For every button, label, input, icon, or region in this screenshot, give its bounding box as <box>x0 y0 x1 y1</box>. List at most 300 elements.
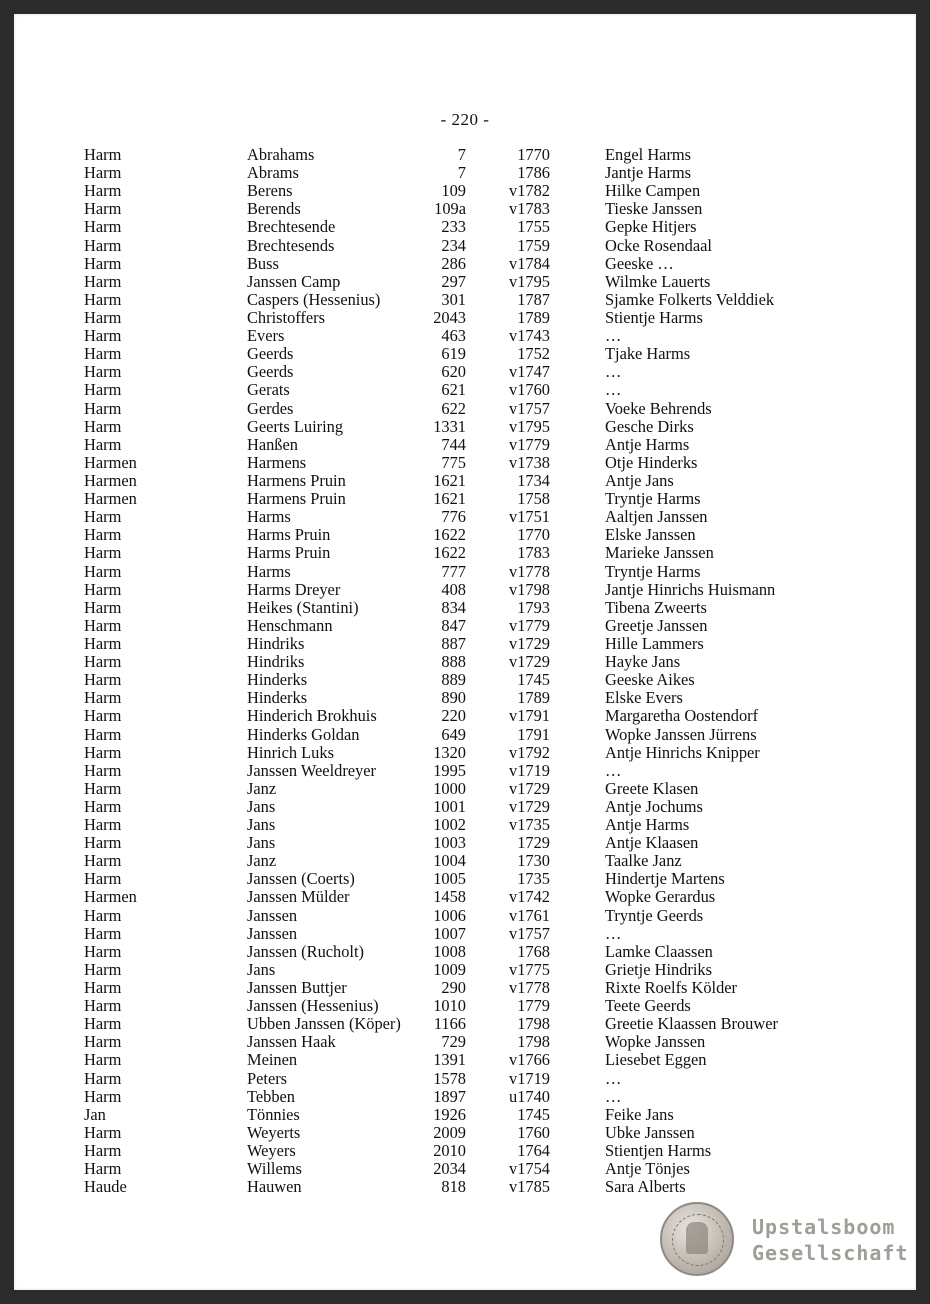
surname-cell: Janssen Buttjer <box>247 978 347 998</box>
table-row <box>14 581 916 599</box>
table-row <box>14 345 916 363</box>
spouse-cell: Tibena Zweerts <box>605 597 707 617</box>
first-name-cell: Harm <box>84 307 122 327</box>
first-name-cell: Harm <box>84 416 122 436</box>
first-name-cell: Jan <box>84 1104 106 1124</box>
year-cell: 1779 <box>517 996 550 1016</box>
spouse-cell: Tryntje Geerds <box>605 905 704 925</box>
year-cell: u1740 <box>509 1086 550 1106</box>
society-logo <box>660 1198 910 1282</box>
year-cell: v1778 <box>509 978 550 998</box>
spouse-cell: Sjamke Folkerts Velddiek <box>605 289 775 309</box>
record-number-cell: 109a <box>434 199 466 219</box>
first-name-cell: Harm <box>84 181 122 201</box>
record-number-cell: 1320 <box>433 742 466 762</box>
spouse-cell: Elske Evers <box>605 688 683 708</box>
table-row <box>14 327 916 345</box>
table-row <box>14 635 916 653</box>
table-row <box>14 454 916 472</box>
page-number: - 220 - <box>440 110 490 129</box>
year-cell: v1729 <box>509 633 550 653</box>
table-row <box>14 925 916 943</box>
record-number-cell: 1897 <box>433 1086 466 1106</box>
table-row <box>14 563 916 581</box>
table-row <box>14 200 916 218</box>
year-cell: v1779 <box>509 615 550 635</box>
table-row <box>14 943 916 961</box>
record-number-cell: 1001 <box>433 796 466 816</box>
table-row <box>14 780 916 798</box>
surname-cell: Brechtesends <box>247 235 335 255</box>
table-row <box>14 309 916 327</box>
surname-cell: Harms Pruin <box>247 525 331 545</box>
logo-text-line1: Upstalsboom <box>752 1215 896 1239</box>
first-name-cell: Harm <box>84 235 122 255</box>
record-number-cell: 286 <box>441 253 466 273</box>
surname-cell: Jans <box>247 959 276 979</box>
table-row <box>14 1142 916 1160</box>
surname-cell: Brechtesende <box>247 217 336 237</box>
table-row <box>14 400 916 418</box>
year-cell: 1798 <box>517 1032 550 1052</box>
spouse-cell: … <box>605 326 622 346</box>
surname-cell: Willems <box>247 1159 302 1179</box>
record-number-cell: 301 <box>441 289 466 309</box>
first-name-cell: Harm <box>84 217 122 237</box>
record-number-cell: 1621 <box>433 470 466 490</box>
table-row <box>14 526 916 544</box>
table-row <box>14 237 916 255</box>
first-name-cell: Harm <box>84 398 122 418</box>
spouse-cell: Teete Geerds <box>605 996 691 1016</box>
year-cell: 1752 <box>517 344 550 364</box>
spouse-cell: Aaltjen Janssen <box>605 507 708 527</box>
spouse-cell: Wopke Gerardus <box>605 887 716 907</box>
table-row <box>14 490 916 508</box>
record-number-cell: 1002 <box>433 815 466 835</box>
year-cell: 1729 <box>517 833 550 853</box>
surname-cell: Janssen (Hessenius) <box>247 996 379 1016</box>
spouse-cell: Lamke Claassen <box>605 941 713 961</box>
surname-cell: Tebben <box>247 1086 296 1106</box>
spouse-cell: … <box>605 380 622 400</box>
year-cell: v1798 <box>509 579 550 599</box>
year-cell: 1793 <box>517 597 550 617</box>
spouse-cell: Wilmke Lauerts <box>605 271 711 291</box>
surname-cell: Hinderich Brokhuis <box>247 706 377 726</box>
year-cell: v1795 <box>509 271 550 291</box>
table-row <box>14 1106 916 1124</box>
table-row <box>14 997 916 1015</box>
spouse-cell: … <box>605 1068 622 1088</box>
logo-text-line2: Gesellschaft <box>752 1241 909 1265</box>
record-number-cell: 463 <box>441 326 466 346</box>
year-cell: v1761 <box>509 905 550 925</box>
surname-cell: Hindriks <box>247 633 305 653</box>
first-name-cell: Harm <box>84 199 122 219</box>
first-name-cell: Harm <box>84 1032 122 1052</box>
surname-cell: Gerdes <box>247 398 294 418</box>
first-name-cell: Harm <box>84 362 122 382</box>
record-number-cell: 620 <box>441 362 466 382</box>
spouse-cell: Hilke Campen <box>605 181 701 201</box>
first-name-cell: Harm <box>84 145 122 164</box>
surname-cell: Jans <box>247 796 276 816</box>
surname-cell: Weyers <box>247 1141 296 1161</box>
table-row <box>14 961 916 979</box>
surname-cell: Caspers (Hessenius) <box>247 289 381 309</box>
record-number-cell: 2034 <box>433 1159 466 1179</box>
surname-cell: Janssen Camp <box>247 271 341 291</box>
table-row <box>14 617 916 635</box>
year-cell: 1745 <box>517 1104 550 1124</box>
year-cell: v1754 <box>509 1159 550 1179</box>
spouse-cell: Greetie Klaassen Brouwer <box>605 1014 778 1034</box>
first-name-cell: Harm <box>84 543 122 563</box>
year-cell: v1747 <box>509 362 550 382</box>
record-number-cell: 1621 <box>433 489 466 509</box>
spouse-cell: … <box>605 923 622 943</box>
record-number-cell: 775 <box>441 452 466 472</box>
record-number-cell: 777 <box>441 561 466 581</box>
spouse-cell: Otje Hinderks <box>605 452 698 472</box>
spouse-cell: Greete Klasen <box>605 778 699 798</box>
spouse-cell: Antje Hinrichs Knipper <box>605 742 760 762</box>
record-number-cell: 619 <box>441 344 466 364</box>
first-name-cell: Harm <box>84 1122 122 1142</box>
table-row <box>14 472 916 490</box>
year-cell: v1791 <box>509 706 550 726</box>
record-number-cell: 1391 <box>433 1050 466 1070</box>
surname-cell: Abrahams <box>247 145 315 164</box>
spouse-cell: Elske Janssen <box>605 525 696 545</box>
year-cell: v1778 <box>509 561 550 581</box>
spouse-cell: Hayke Jans <box>605 652 681 672</box>
surname-cell: Janssen (Coerts) <box>247 869 355 889</box>
first-name-cell: Harmen <box>84 887 137 907</box>
record-number-cell: 7 <box>457 163 466 183</box>
table-row <box>14 762 916 780</box>
year-cell: 1758 <box>517 489 550 509</box>
year-cell: 1735 <box>517 869 550 889</box>
year-cell: v1735 <box>509 815 550 835</box>
year-cell: v1784 <box>509 253 550 273</box>
spouse-cell: Geeske Aikes <box>605 670 695 690</box>
spouse-cell: Wopke Janssen Jürrens <box>605 724 757 744</box>
spouse-cell: Taalke Janz <box>605 851 682 871</box>
table-row <box>14 1178 916 1196</box>
surname-cell: Janssen <box>247 905 298 925</box>
year-cell: v1783 <box>509 199 550 219</box>
year-cell: 1770 <box>517 145 550 164</box>
year-cell: v1760 <box>509 380 550 400</box>
record-number-cell: 1458 <box>433 887 466 907</box>
table-row <box>14 907 916 925</box>
surname-cell: Evers <box>247 326 285 346</box>
spouse-cell: Gesche Dirks <box>605 416 694 436</box>
spouse-cell: Hille Lammers <box>605 633 704 653</box>
first-name-cell: Harm <box>84 670 122 690</box>
surname-cell: Harmens Pruin <box>247 470 346 490</box>
surname-cell: Janssen Mülder <box>247 887 350 907</box>
year-cell: 1755 <box>517 217 550 237</box>
table-row <box>14 816 916 834</box>
record-number-cell: 1622 <box>433 525 466 545</box>
first-name-cell: Harm <box>84 851 122 871</box>
first-name-cell: Harm <box>84 579 122 599</box>
table-row <box>14 291 916 309</box>
year-cell: v1729 <box>509 796 550 816</box>
record-number-cell: 847 <box>441 615 466 635</box>
table-row <box>14 870 916 888</box>
spouse-cell: Margaretha Oostendorf <box>605 706 759 726</box>
first-name-cell: Harm <box>84 905 122 925</box>
surname-cell: Tönnies <box>247 1104 300 1124</box>
first-name-cell: Harm <box>84 271 122 291</box>
surname-cell: Hinrich Luks <box>247 742 334 762</box>
year-cell: v1757 <box>509 923 550 943</box>
surname-cell: Hinderks Goldan <box>247 724 360 744</box>
table-row <box>14 418 916 436</box>
record-number-cell: 729 <box>441 1032 466 1052</box>
surname-cell: Hinderks <box>247 670 308 690</box>
first-name-cell: Harm <box>84 561 122 581</box>
table-row <box>14 1124 916 1142</box>
year-cell: v1751 <box>509 507 550 527</box>
year-cell: v1743 <box>509 326 550 346</box>
spouse-cell: Tryntje Harms <box>605 561 701 581</box>
spouse-cell: Marieke Janssen <box>605 543 714 563</box>
table-row <box>14 436 916 454</box>
record-number-cell: 297 <box>441 271 466 291</box>
table-row <box>14 508 916 526</box>
surname-cell: Berens <box>247 181 293 201</box>
table-row <box>14 744 916 762</box>
year-cell: v1779 <box>509 434 550 454</box>
surname-cell: Janz <box>247 851 277 871</box>
year-cell: v1729 <box>509 778 550 798</box>
surname-cell: Geerds <box>247 344 294 364</box>
record-number-cell: 1926 <box>433 1104 466 1124</box>
surname-cell: Harms Pruin <box>247 543 331 563</box>
first-name-cell: Harm <box>84 923 122 943</box>
spouse-cell: Tjake Harms <box>605 344 691 364</box>
first-name-cell: Harm <box>84 380 122 400</box>
surname-cell: Henschmann <box>247 615 333 635</box>
spouse-cell: Stientje Harms <box>605 307 703 327</box>
table-row <box>14 1015 916 1033</box>
record-number-cell: 744 <box>441 434 466 454</box>
year-cell: v1742 <box>509 887 550 907</box>
year-cell: 1759 <box>517 235 550 255</box>
year-cell: 1789 <box>517 688 550 708</box>
first-name-cell: Harm <box>84 833 122 853</box>
year-cell: v1719 <box>509 1068 550 1088</box>
year-cell: v1729 <box>509 652 550 672</box>
record-number-cell: 233 <box>441 217 466 237</box>
spouse-cell: Gepke Hitjers <box>605 217 697 237</box>
spouse-cell: Jantje Harms <box>605 163 692 183</box>
spouse-cell: Jantje Hinrichs Huismann <box>605 579 776 599</box>
table-row <box>14 1051 916 1069</box>
record-number-cell: 1578 <box>433 1068 466 1088</box>
record-number-cell: 776 <box>441 507 466 527</box>
record-number-cell: 1995 <box>433 760 466 780</box>
spouse-cell: Rixte Roelfs Kölder <box>605 978 738 998</box>
surname-cell: Hanßen <box>247 434 298 454</box>
surname-cell: Jans <box>247 833 276 853</box>
surname-cell: Harms Dreyer <box>247 579 341 599</box>
genealogy-table <box>14 146 916 1196</box>
first-name-cell: Harm <box>84 1068 122 1088</box>
first-name-cell: Harm <box>84 1141 122 1161</box>
first-name-cell: Harm <box>84 289 122 309</box>
year-cell: v1795 <box>509 416 550 436</box>
record-number-cell: 1009 <box>433 959 466 979</box>
record-number-cell: 220 <box>441 706 466 726</box>
upstalsboom-seal-icon <box>660 1202 734 1276</box>
record-number-cell: 2043 <box>433 307 466 327</box>
table-row <box>14 1033 916 1051</box>
surname-cell: Hinderks <box>247 688 308 708</box>
record-number-cell: 888 <box>441 652 466 672</box>
surname-cell: Janssen (Rucholt) <box>247 941 364 961</box>
year-cell: 1734 <box>517 470 550 490</box>
surname-cell: Abrams <box>247 163 299 183</box>
table-row <box>14 146 916 164</box>
year-cell: 1745 <box>517 670 550 690</box>
table-row <box>14 273 916 291</box>
spouse-cell: Antje Tönjes <box>605 1159 690 1179</box>
year-cell: 1783 <box>517 543 550 563</box>
first-name-cell: Harm <box>84 706 122 726</box>
spouse-cell: Feike Jans <box>605 1104 674 1124</box>
table-row <box>14 834 916 852</box>
year-cell: v1775 <box>509 959 550 979</box>
record-number-cell: 649 <box>441 724 466 744</box>
table-row <box>14 164 916 182</box>
record-number-cell: 1003 <box>433 833 466 853</box>
year-cell: v1782 <box>509 181 550 201</box>
record-number-cell: 1166 <box>433 1014 466 1034</box>
record-number-cell: 889 <box>441 670 466 690</box>
year-cell: 1791 <box>517 724 550 744</box>
first-name-cell: Harm <box>84 434 122 454</box>
first-name-cell: Harm <box>84 507 122 527</box>
surname-cell: Janssen Weeldreyer <box>247 760 376 780</box>
first-name-cell: Harmen <box>84 470 137 490</box>
surname-cell: Jans <box>247 815 276 835</box>
record-number-cell: 1622 <box>433 543 466 563</box>
record-number-cell: 818 <box>441 1177 466 1197</box>
table-row <box>14 1070 916 1088</box>
surname-cell: Harmens <box>247 452 307 472</box>
table-row <box>14 671 916 689</box>
surname-cell: Hindriks <box>247 652 305 672</box>
table-row <box>14 218 916 236</box>
surname-cell: Janssen <box>247 923 298 943</box>
first-name-cell: Harmen <box>84 452 137 472</box>
record-number-cell: 1010 <box>433 996 466 1016</box>
table-row <box>14 707 916 725</box>
surname-cell: Weyerts <box>247 1122 301 1142</box>
spouse-cell: Engel Harms <box>605 145 692 164</box>
surname-cell: Gerats <box>247 380 290 400</box>
table-row <box>14 544 916 562</box>
record-number-cell: 890 <box>441 688 466 708</box>
record-number-cell: 1006 <box>433 905 466 925</box>
first-name-cell: Harm <box>84 959 122 979</box>
record-number-cell: 1008 <box>433 941 466 961</box>
year-cell: 1787 <box>517 289 550 309</box>
year-cell: 1768 <box>517 941 550 961</box>
spouse-cell: Wopke Janssen <box>605 1032 706 1052</box>
spouse-cell: Antje Jans <box>605 470 674 490</box>
spouse-cell: Ocke Rosendaal <box>605 235 712 255</box>
first-name-cell: Harm <box>84 253 122 273</box>
surname-cell: Hauwen <box>247 1177 302 1197</box>
table-row <box>14 599 916 617</box>
surname-cell: Harms <box>247 507 291 527</box>
spouse-cell: … <box>605 760 622 780</box>
spouse-cell: Voeke Behrends <box>605 398 712 418</box>
first-name-cell: Harm <box>84 869 122 889</box>
surname-cell: Harms <box>247 561 291 581</box>
table-row <box>14 653 916 671</box>
table-row <box>14 689 916 707</box>
table-row <box>14 852 916 870</box>
record-number-cell: 1004 <box>433 851 466 871</box>
spouse-cell: Tieske Janssen <box>605 199 703 219</box>
record-number-cell: 1000 <box>433 778 466 798</box>
table-row <box>14 381 916 399</box>
year-cell: v1766 <box>509 1050 550 1070</box>
surname-cell: Meinen <box>247 1050 298 1070</box>
spouse-cell: … <box>605 1086 622 1106</box>
spouse-cell: Antje Harms <box>605 434 690 454</box>
record-number-cell: 834 <box>441 597 466 617</box>
spouse-cell: Greetje Janssen <box>605 615 708 635</box>
spouse-cell: Antje Jochums <box>605 796 703 816</box>
year-cell: 1764 <box>517 1141 550 1161</box>
spouse-cell: Grietje Hindriks <box>605 959 712 979</box>
first-name-cell: Harm <box>84 633 122 653</box>
first-name-cell: Harm <box>84 652 122 672</box>
spouse-cell: Hindertje Martens <box>605 869 725 889</box>
surname-cell: Janssen Haak <box>247 1032 336 1052</box>
surname-cell: Ubben Janssen (Köper) <box>247 1014 401 1034</box>
first-name-cell: Harm <box>84 778 122 798</box>
record-number-cell: 2009 <box>433 1122 466 1142</box>
year-cell: 1770 <box>517 525 550 545</box>
spouse-cell: Antje Harms <box>605 815 690 835</box>
first-name-cell: Harm <box>84 941 122 961</box>
spouse-cell: Stientjen Harms <box>605 1141 712 1161</box>
first-name-cell: Harm <box>84 163 122 183</box>
table-row <box>14 1160 916 1178</box>
year-cell: 1789 <box>517 307 550 327</box>
first-name-cell: Harm <box>84 597 122 617</box>
spouse-cell: Sara Alberts <box>605 1177 686 1197</box>
first-name-cell: Harm <box>84 525 122 545</box>
record-number-cell: 1007 <box>433 923 466 943</box>
first-name-cell: Harm <box>84 760 122 780</box>
first-name-cell: Harm <box>84 742 122 762</box>
table-row <box>14 888 916 906</box>
year-cell: v1785 <box>509 1177 550 1197</box>
document-page <box>14 14 916 1290</box>
table-row <box>14 726 916 744</box>
